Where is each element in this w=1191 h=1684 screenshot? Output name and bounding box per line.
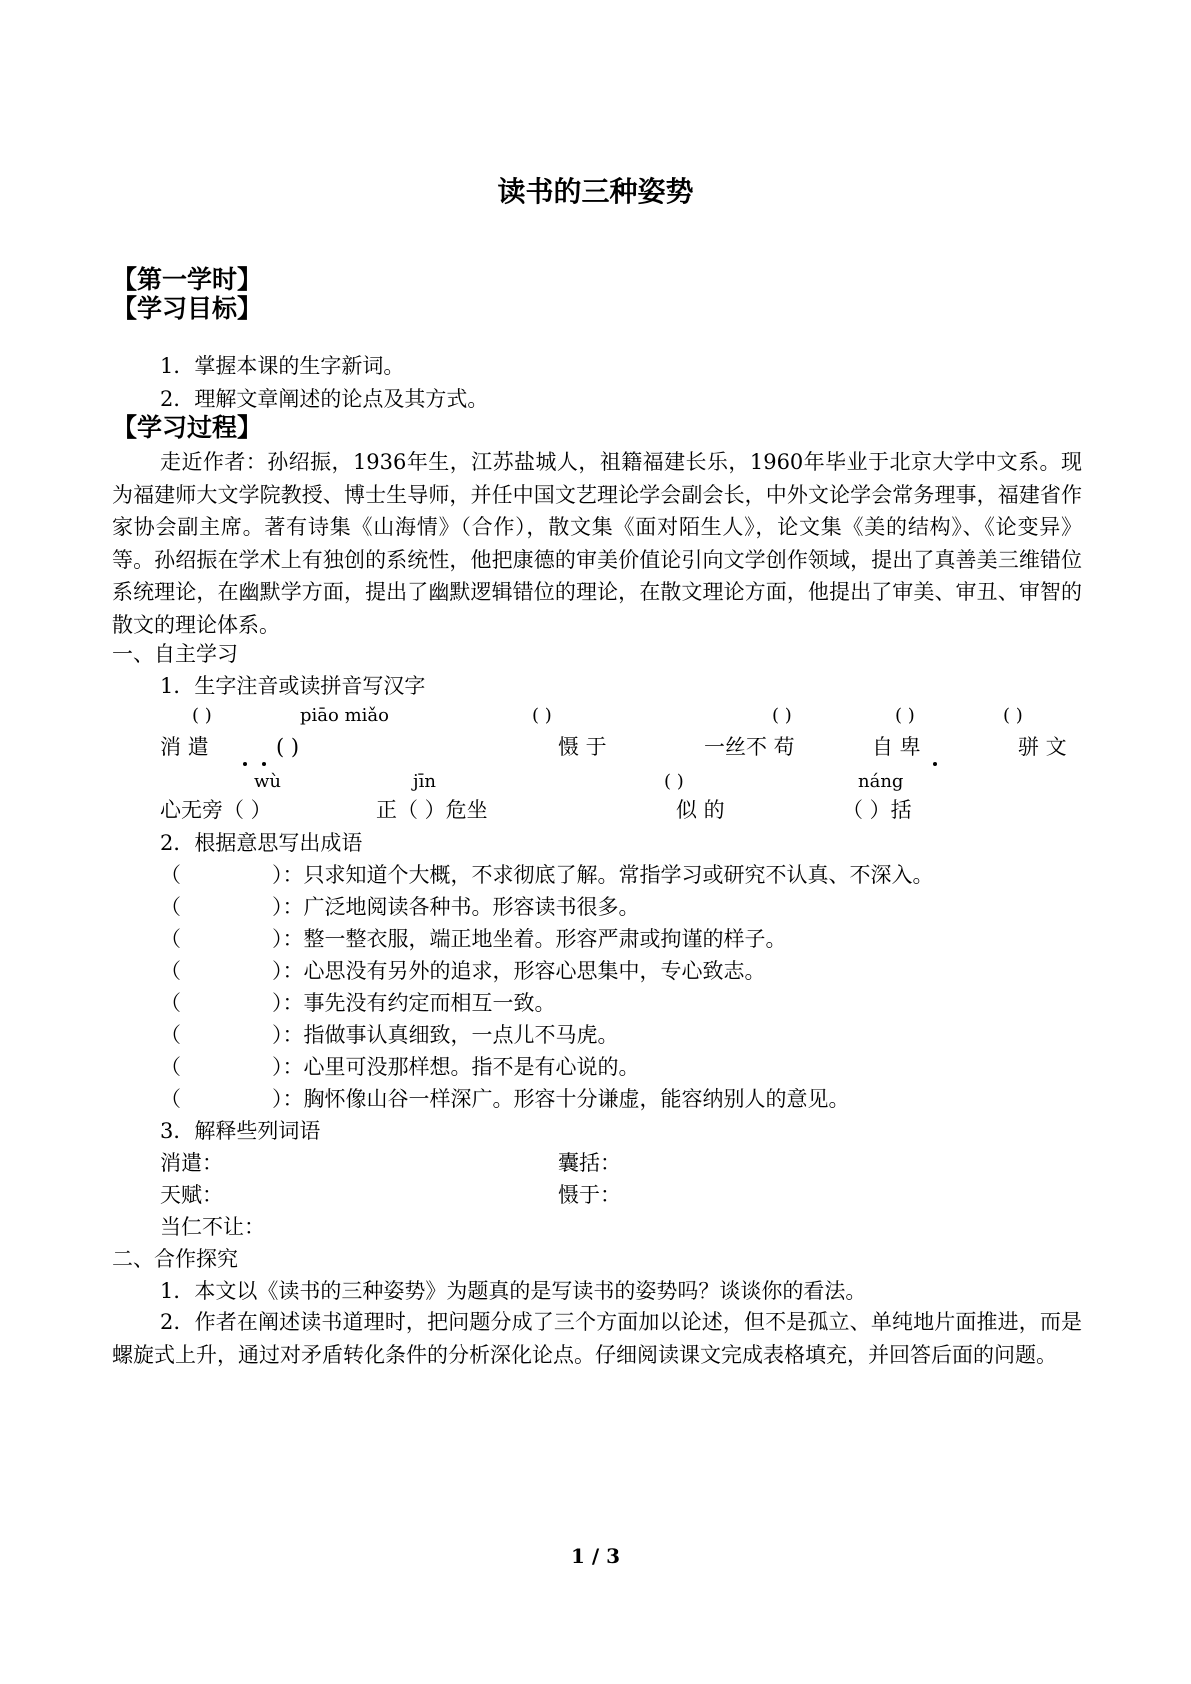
idiom-row <box>160 861 181 889</box>
idiom-meaning: 事先没有约定而相互一致。 <box>303 991 556 1015</box>
pinyin-blank: ( ) <box>192 705 212 726</box>
vocab-blank: ( ) <box>276 735 300 759</box>
idiom-paren-close: ）： <box>272 959 304 983</box>
vocab-word: 一丝不 苟 <box>704 735 795 759</box>
idiom-paren-close: ）： <box>272 863 304 887</box>
idiom-row <box>272 1085 850 1113</box>
idiom-row <box>160 989 181 1017</box>
question3-title: 3．解释些列词语 <box>160 1119 321 1143</box>
idiom-paren-open: （ <box>160 959 181 983</box>
idiom-row <box>272 1053 640 1081</box>
vocab-word: 似 的 <box>676 798 725 822</box>
vocab-word: 消 遣 <box>160 735 209 759</box>
author-intro: 走近作者：孙绍振，1936年生，江苏盐城人，祖籍福建长乐，1960年毕业于北京大学中文系。现为福建师大文学院教授、博士生导师，并任中国文艺理论学会副会长，中外文论学会常务理事，福建省作家协会副主席。著有诗集《山海情》（合作），散文集《面对陌生人》，论文集《美的结构》、《论变异》等。孙绍振在学术上有独创的系统性，他把康德的审美价值论引向文学创作领域，提出了真善美三维错位系统理论，在幽默学方面，提出了幽默逻辑错位的理论，在散文理论方面，他提出了审美、审丑、审智的散文的理论体系。 <box>112 450 1082 637</box>
page-title: 读书的三种姿势 <box>497 175 694 208</box>
heading-lesson: 【第一学时】 <box>112 265 263 294</box>
idiom-meaning: 广泛地阅读各种书。形容读书很多。 <box>303 895 640 919</box>
goal-item: 1．掌握本课的生字新词。 <box>160 354 405 378</box>
idiom-meaning: 胸怀像山谷一样深广。形容十分谦虚，能容纳别人的意见。 <box>303 1087 850 1111</box>
pinyin-text: wù <box>254 771 281 792</box>
pinyin-blank: ( ) <box>532 705 552 726</box>
idiom-paren-close: ）： <box>272 1023 304 1047</box>
idiom-paren-open: （ <box>160 1087 181 1111</box>
term-item: 慑于： <box>558 1183 621 1207</box>
idiom-row <box>272 861 934 889</box>
idiom-row <box>272 957 766 985</box>
idiom-meaning: 指做事认真细致，一点儿不马虎。 <box>303 1023 619 1047</box>
idiom-row <box>160 893 181 921</box>
idiom-paren-open: （ <box>160 863 181 887</box>
idiom-row <box>272 1021 619 1049</box>
emphasis-dot <box>262 762 266 766</box>
idiom-meaning: 心思没有另外的追求，形容心思集中，专心致志。 <box>303 959 766 983</box>
heading-goals: 【学习目标】 <box>112 294 263 323</box>
idiom-paren-open: （ <box>160 991 181 1015</box>
vocab-blank: （ ）括 <box>842 798 912 822</box>
idiom-paren-close: ）： <box>272 927 304 951</box>
idiom-row <box>272 925 787 953</box>
idiom-row <box>160 1021 181 1049</box>
pinyin-text: jīn <box>413 771 436 792</box>
idiom-meaning: 只求知道个大概，不求彻底了解。常指学习或研究不认真、不深入。 <box>303 863 934 887</box>
goal-item: 2．理解文章阐述的论点及其方式。 <box>160 387 489 411</box>
pinyin-text: piāo miǎo <box>300 705 389 726</box>
vocab-word: 骈 文 <box>1018 735 1067 759</box>
heading-process: 【学习过程】 <box>112 413 263 442</box>
term-item: 天赋： <box>160 1183 223 1207</box>
question2-title: 2．根据意思写出成语 <box>160 831 363 855</box>
section2-title: 二、合作探究 <box>112 1247 238 1271</box>
emphasis-dot <box>243 762 247 766</box>
vocab-word: 慑 于 <box>558 735 607 759</box>
idiom-row <box>160 957 181 985</box>
vocab-blank: 心无旁（ ） <box>160 798 272 822</box>
vocab-word: 自 卑 <box>872 735 921 759</box>
term-item: 消遣： <box>160 1151 223 1175</box>
pinyin-blank: ( ) <box>772 705 792 726</box>
idiom-paren-open: （ <box>160 1023 181 1047</box>
idiom-paren-open: （ <box>160 895 181 919</box>
idiom-paren-close: ）： <box>272 1087 304 1111</box>
pinyin-blank: ( ) <box>895 705 915 726</box>
pinyin-blank: ( ) <box>664 771 684 792</box>
section2-question1: 1．本文以《读书的三种姿势》为题真的是写读书的姿势吗？谈谈你的看法。 <box>160 1279 867 1303</box>
idiom-row <box>160 1053 181 1081</box>
idiom-paren-close: ）： <box>272 895 304 919</box>
section1-title: 一、自主学习 <box>112 642 238 666</box>
idiom-row <box>160 925 181 953</box>
term-item: 当仁不让： <box>160 1215 265 1239</box>
term-item: 囊括： <box>558 1151 621 1175</box>
idiom-paren-open: （ <box>160 927 181 951</box>
emphasis-dot <box>933 762 937 766</box>
idiom-row <box>160 1085 181 1113</box>
idiom-meaning: 整一整衣服，端正地坐着。形容严肃或拘谨的样子。 <box>303 927 787 951</box>
pinyin-blank: ( ) <box>1003 705 1023 726</box>
vocab-blank: 正（ ）危坐 <box>376 798 488 822</box>
idiom-paren-open: （ <box>160 1055 181 1079</box>
idiom-row <box>272 893 640 921</box>
idiom-row <box>272 989 556 1017</box>
page-number: 1 / 3 <box>570 1544 621 1568</box>
section2-question2: 2．作者在阐述读书道理时，把问题分成了三个方面加以论述，但不是孤立、单纯地片面推进，而是螺旋式上升，通过对矛盾转化条件的分析深化论点。仔细阅读课文完成表格填充，并回答后面的问题。 <box>112 1310 1082 1367</box>
idiom-paren-close: ）： <box>272 1055 304 1079</box>
idiom-paren-close: ）： <box>272 991 304 1015</box>
idiom-meaning: 心里可没那样想。指不是有心说的。 <box>303 1055 640 1079</box>
question1-title: 1．生字注音或读拼音写汉字 <box>160 674 426 698</box>
pinyin-text: náng <box>858 771 904 792</box>
